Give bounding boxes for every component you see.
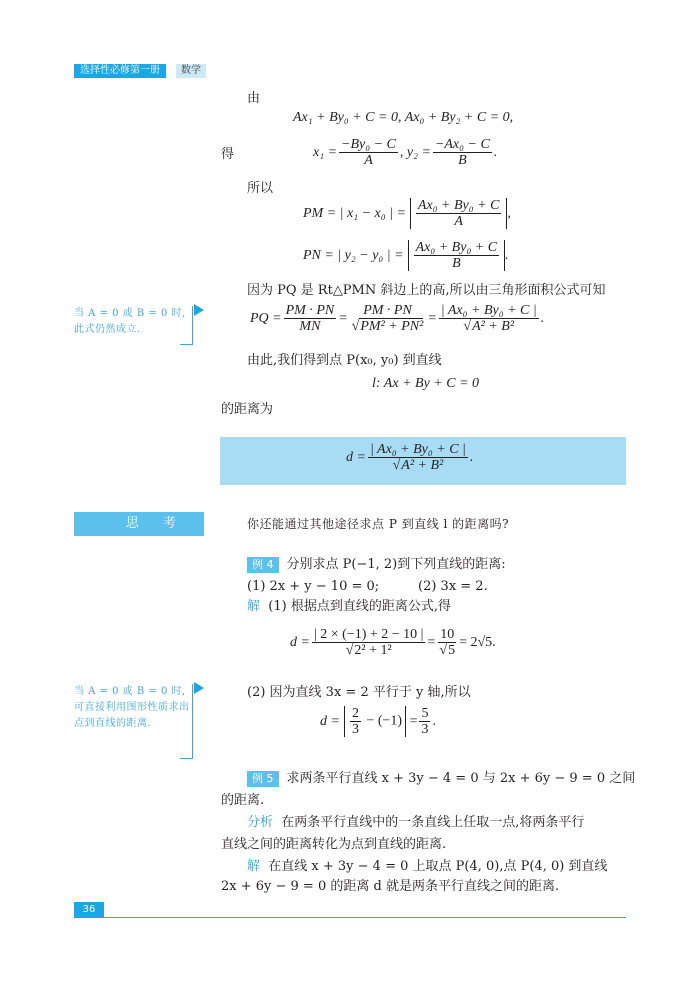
text-therefore: 由此,我们得到点 P(x₀, y₀) 到直线 bbox=[247, 353, 442, 368]
note-bracket bbox=[180, 684, 193, 759]
example5-solution: 解 在直线 x + 3y − 4 = 0 上取点 P(4, 0),点 P(4, 0) 到直线 bbox=[247, 859, 608, 874]
line-l-equation: l: Ax + By + C = 0 bbox=[372, 376, 480, 391]
text-because: 因为 PQ 是 Rt△PMN 斜边上的高,所以由三角形面积公式可知 bbox=[247, 283, 606, 298]
example5-solution-cont: 2x + 6y − 9 = 0 的距离 d 就是两条平行直线之间的距离. bbox=[221, 879, 560, 894]
distance-formula: d = $\frac{\text{| Ax₀ + By₀ + C |}}{\text{√A² + B²}}$ . bbox=[346, 442, 474, 473]
flag-icon bbox=[194, 304, 204, 316]
book-title-tab: 选择性必修第一册 bbox=[74, 64, 166, 78]
text-suoyi: 所以 bbox=[247, 181, 274, 196]
example5-analysis-cont: 直线之间的距离转化为点到直线的距离. bbox=[221, 837, 447, 852]
solve-x1-y2: x₁ = $\frac{\text{−By₀ − C}}{A}$ , y₂ = $\frac{\text{−Ax₀ − C}}{B}$ . bbox=[313, 137, 498, 168]
side-note-1: 当 A = 0 或 B = 0 时,此式仍然成立. bbox=[74, 308, 186, 335]
text-distance-is: 的距离为 bbox=[221, 402, 274, 417]
equation-system: Ax₁ + By₀ + C = 0, Ax₀ + By₂ + C = 0, bbox=[293, 110, 514, 125]
pm-equation: PM = | x₁ − x₀ | = $\frac{\text{Ax₀ + By₀ + C}}{A}$ , bbox=[303, 198, 511, 229]
solution-tag: 解 bbox=[247, 599, 261, 614]
flag-icon bbox=[194, 682, 204, 694]
example4-item2: (2) 3x = 2. bbox=[418, 579, 488, 594]
example4-solution1: 解 (1) 根据点到直线的距离公式,得 bbox=[247, 599, 451, 614]
think-question: 你还能通过其他途径求点 P 到直线 l 的距离吗? bbox=[247, 517, 510, 531]
pq-equation: PQ = $\frac{PM \cdot PN}{MN}$ = $\frac{PM \cdot PN}{\text{√PM² + PN²}}$ = $\frac{\text{| Ax₀ + By₀ + C |}}{\text{√A² + B²}}$ . bbox=[250, 303, 545, 334]
side-note-2: 当 A = 0 或 B = 0 时,可直接利用图形性质求出点到直线的距离. bbox=[74, 686, 190, 729]
text-de: 得 bbox=[221, 147, 235, 162]
solution-tag: 解 bbox=[247, 859, 261, 874]
example4-tag: 例 4 bbox=[247, 557, 279, 573]
example5-analysis: 分析 在两条平行直线中的一条直线上任取一点,将两条平行 bbox=[247, 815, 585, 830]
x1-fraction: $\frac{\text{−By₀ − C}}{A}$ bbox=[341, 137, 396, 168]
x1-lhs: x₁ = bbox=[313, 144, 338, 160]
footer-rule bbox=[104, 917, 626, 918]
subject-tab: 数学 bbox=[176, 64, 206, 78]
example5-prompt: 例 5 求两条平行直线 x + 3y − 4 = 0 与 2x + 6y − 9 = 0 之间 bbox=[247, 770, 635, 788]
analysis-tag: 分析 bbox=[247, 815, 274, 830]
example5-prompt-cont: 的距离. bbox=[221, 793, 265, 808]
example4-d1-equation: d = $\frac{| 2 \times (-1) + 2 - 10 |}{\text{√2² + 1²}}$ = $\frac{10}{√5}$ = 2√5. bbox=[290, 627, 496, 658]
example4-prompt: 例 4 分别求点 P(−1, 2)到下列直线的距离: bbox=[247, 556, 506, 574]
pn-equation: PN = | y₂ − y₀ | = $\frac{\text{Ax₀ + By₀ + C}}{B}$ . bbox=[303, 240, 509, 271]
example4-d2-equation: d = $\frac{2}{3}$ − (−1) = $\frac{5}{3}$ . bbox=[320, 706, 436, 737]
page-number: 36 bbox=[74, 902, 104, 918]
example4-solution2: (2) 因为直线 3x = 2 平行于 y 轴,所以 bbox=[247, 685, 471, 700]
example5-tag: 例 5 bbox=[247, 771, 279, 787]
distance-formula-box bbox=[220, 437, 626, 485]
note-bracket bbox=[180, 306, 193, 345]
text-you: 由 bbox=[247, 91, 261, 106]
y2-lhs: , y₂ = bbox=[399, 144, 431, 160]
example4-item1: (1) 2x + y − 10 = 0; bbox=[247, 579, 380, 594]
y2-fraction: $\frac{\text{−Ax₀ − C}}{B}$ bbox=[434, 137, 490, 168]
think-label: 思 考 bbox=[74, 512, 204, 536]
